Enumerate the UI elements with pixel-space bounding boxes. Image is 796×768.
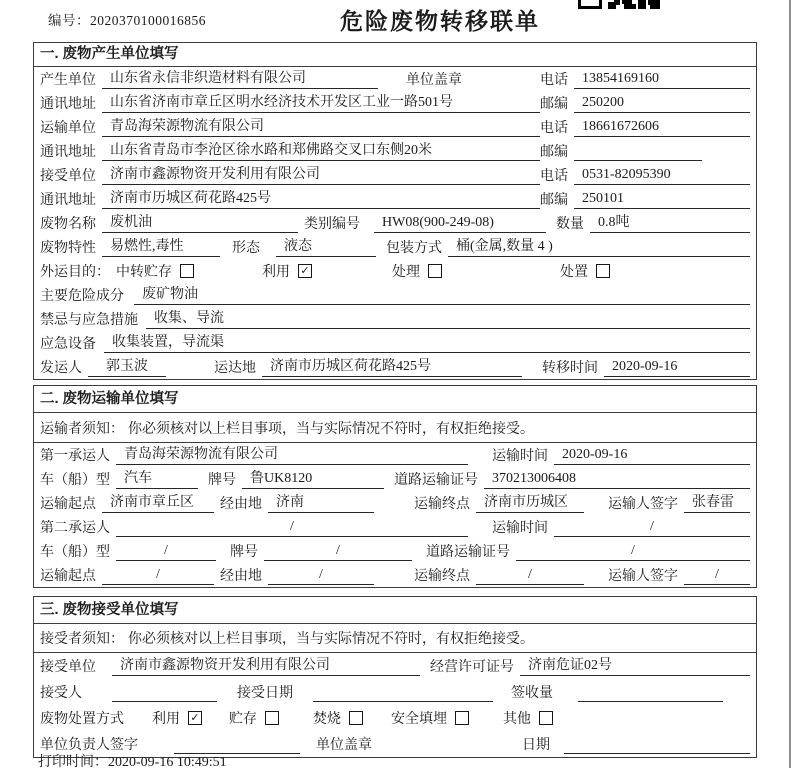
vehicle-type2-label: 车（船）型 (40, 545, 110, 560)
transport-origin2-label: 运输起点 (40, 569, 96, 584)
via2-value: / (268, 566, 374, 585)
receive-date-label: 接受日期 (237, 686, 293, 701)
transport-date-value: 2020-09-16 (554, 446, 750, 465)
form-section-2 (33, 385, 757, 588)
table-row (34, 515, 756, 539)
waste-property-label: 废物特性 (40, 241, 96, 256)
receiving-unit-label: 接受单位 (40, 660, 96, 675)
waste-name-value: 废机油 (102, 214, 298, 233)
table-row (34, 211, 756, 235)
transport-end-label: 运输终点 (414, 497, 470, 512)
producer-unit-value: 山东省永信非织造材料有限公司 (102, 70, 378, 89)
transport-phone-value: 18661672606 (574, 118, 750, 137)
unit-seal2-label: 单位盖章 (316, 738, 372, 753)
table-row (34, 705, 756, 731)
table-row (34, 259, 756, 283)
receiver-notice-label: 接受者须知： (40, 632, 124, 647)
doc-number-value: 2020370100016856 (90, 13, 206, 28)
notice-row (34, 624, 756, 653)
category-code-label: 类别编号 (304, 217, 360, 232)
receiver-phone-label: 电话 (540, 169, 568, 184)
form-section-1 (33, 42, 757, 380)
print-time-value: 2020-09-16 10:49:51 (108, 755, 227, 768)
packaging-value: 桶(金属,数量 4 ) (448, 238, 750, 257)
road-permit2-value: / (516, 542, 750, 561)
received-amount-value (578, 683, 723, 702)
transport-postcode-value (574, 142, 702, 161)
treatment-checkbox-box (428, 264, 442, 278)
notice-row (34, 413, 756, 443)
row-right (540, 69, 750, 89)
license-number-label: 经营许可证号 (430, 660, 514, 675)
producer-postcode-value: 250200 (574, 94, 750, 113)
receiving-unit-value: 济南市鑫源物资开发利用有限公司 (112, 657, 420, 676)
producer-address-label: 通讯地址 (40, 97, 96, 112)
table-row (34, 235, 756, 259)
storage-checkbox (229, 708, 279, 728)
transfer-date-value: 2020-09-16 (604, 358, 750, 377)
transporter-notice-text: 你必须核对以上栏目事项，当与实际情况不符时，有权拒绝接受。 (128, 421, 534, 437)
table-row (34, 307, 756, 331)
table-row (34, 563, 756, 587)
producer-unit-label: 产生单位 (40, 73, 96, 88)
transport-unit-value: 青岛海荣源物流有限公司 (102, 118, 540, 137)
road-permit-label: 道路运输证号 (394, 473, 478, 488)
transport-end-value: 济南市历城区 (476, 494, 584, 513)
transport-origin-value: 济南市章丘区 (102, 494, 214, 513)
receiver-postcode-label: 邮编 (540, 193, 568, 208)
carrier-signature-label: 运输人签字 (608, 497, 678, 512)
table-row (34, 139, 756, 163)
producer-address-value: 山东省济南市章丘区明水经济技术开发区工业一路501号 (102, 94, 540, 113)
waste-property-value: 易燃性,毒性 (102, 238, 220, 257)
transfer-date-label: 转移时间 (542, 361, 598, 376)
table-row (34, 443, 756, 467)
transport-origin2-value: / (102, 566, 214, 585)
unit-seal-label: 单位盖章 (406, 73, 462, 88)
license-number-value: 济南危证02号 (520, 657, 750, 676)
emergency-equipment-value: 收集装置，导流渠 (104, 334, 750, 353)
disposal-checkbox (560, 261, 610, 281)
transport-date2-label: 运输时间 (492, 521, 548, 536)
transfer-storage-checkbox-box (180, 264, 194, 278)
utilize2-checkbox-label: 利用 (152, 712, 180, 727)
via-label: 经由地 (220, 497, 262, 512)
destination-label: 运达地 (214, 361, 256, 376)
second-carrier-label: 第二承运人 (40, 521, 110, 536)
landfill-checkbox-box (455, 711, 469, 725)
quantity-label: 数量 (556, 217, 584, 232)
page-edge-line (789, 0, 791, 768)
transport-unit-label: 运输单位 (40, 121, 96, 136)
transfer-storage-checkbox-label: 中转贮存 (116, 265, 172, 280)
producer-phone-label: 电话 (540, 73, 568, 88)
receiver-notice-text: 你必须核对以上栏目事项，当与实际情况不符时，有权拒绝接受。 (128, 632, 534, 647)
via2-label: 经由地 (220, 569, 262, 584)
hazard-component-label: 主要危险成分 (40, 289, 124, 304)
transfer-storage-checkbox (116, 261, 194, 281)
form-value: 液态 (276, 238, 376, 257)
table-row (34, 187, 756, 211)
row-left (40, 117, 540, 137)
row-left (40, 69, 540, 89)
other-checkbox (503, 708, 553, 728)
table-row (34, 653, 756, 679)
doc-number-label: 编号： (48, 13, 90, 28)
carrier-signature2-label: 运输人签字 (608, 569, 678, 584)
table-row (34, 491, 756, 515)
utilize-checkbox (262, 261, 312, 281)
table-row (34, 355, 756, 379)
plate-number-value: 鲁UK8120 (242, 470, 384, 489)
section-header: 三. 废物接受单位填写 (34, 597, 756, 624)
packaging-label: 包装方式 (386, 241, 442, 256)
incinerate-checkbox-label: 焚烧 (313, 712, 341, 727)
responsible-signature-label: 单位负责人签字 (40, 738, 138, 753)
print-time-label: 打印时间： (38, 755, 108, 768)
plate-number2-value: / (264, 542, 412, 561)
table-row (34, 115, 756, 139)
road-permit2-label: 道路运输证号 (426, 545, 510, 560)
table-row (34, 331, 756, 355)
row-right (540, 141, 750, 161)
consignor-value: 郭玉波 (88, 358, 166, 377)
table-row (34, 467, 756, 491)
utilize-checkbox-label: 利用 (262, 265, 290, 280)
transport-phone-label: 电话 (540, 121, 568, 136)
destination-value: 济南市历城区荷花路425号 (262, 358, 522, 377)
table-row (34, 679, 756, 705)
transporter-notice-label: 运输者须知： (40, 421, 124, 437)
receiver-address-label: 通讯地址 (40, 193, 96, 208)
row-right (540, 93, 750, 113)
row-right (540, 165, 750, 185)
treatment-checkbox (392, 261, 442, 281)
producer-postcode-label: 邮编 (540, 97, 568, 112)
incinerate-checkbox-box (349, 711, 363, 725)
first-carrier-label: 第一承运人 (40, 449, 110, 464)
row-left (40, 189, 540, 209)
section-header: 一. 废物产生单位填写 (34, 43, 756, 67)
plate-number-label: 牌号 (208, 473, 236, 488)
table-row (34, 91, 756, 115)
disposal-checkbox-label: 处置 (560, 265, 588, 280)
road-permit-value: 370213006408 (484, 470, 750, 489)
row-left (40, 165, 540, 185)
date-label: 日期 (522, 738, 550, 753)
vehicle-type2-value: / (116, 542, 216, 561)
consignor-label: 发运人 (40, 361, 82, 376)
transport-postcode-label: 邮编 (540, 145, 568, 160)
date-value (564, 735, 750, 754)
utilize2-checkbox-box: ✓ (188, 711, 202, 725)
landfill-checkbox (391, 708, 469, 728)
treatment-checkbox-label: 处理 (392, 265, 420, 280)
transport-address-label: 通讯地址 (40, 145, 96, 160)
receiver-person-value (112, 683, 217, 702)
page-title: 危险废物转移联单 (340, 8, 540, 34)
category-code-value: HW08(900-249-08) (374, 214, 546, 233)
producer-phone-value: 13854169160 (574, 70, 750, 89)
form-label: 形态 (232, 241, 260, 256)
plate-number2-label: 牌号 (230, 545, 258, 560)
receiver-person-label: 接受人 (40, 686, 82, 701)
waste-name-label: 废物名称 (40, 217, 96, 232)
via-value: 济南 (268, 494, 374, 513)
transport-end2-label: 运输终点 (414, 569, 470, 584)
table-row (34, 539, 756, 563)
form-section-3 (33, 596, 757, 758)
transport-end2-value: / (476, 566, 584, 585)
receiver-unit-value: 济南市鑫源物资开发利用有限公司 (102, 166, 540, 185)
vehicle-type-label: 车（船）型 (40, 473, 110, 488)
row-right (540, 117, 750, 137)
second-carrier-value: / (116, 518, 468, 537)
utilize2-checkbox (152, 708, 202, 728)
other-checkbox-box (539, 711, 553, 725)
table-row (34, 163, 756, 187)
transport-date2-value: / (554, 518, 750, 537)
received-amount-label: 签收量 (511, 686, 553, 701)
utilize-checkbox-box: ✓ (298, 264, 312, 278)
section-header: 二. 废物运输单位填写 (34, 386, 756, 413)
disposal-method-label: 废物处置方式 (40, 712, 124, 727)
table-row (34, 283, 756, 307)
transport-address-value: 山东省青岛市李沧区徐水路和郑佛路交叉口东侧20米 (102, 142, 540, 161)
outbound-purpose-label: 外运目的： (40, 265, 110, 280)
row-left (40, 141, 540, 161)
row-left (40, 93, 540, 113)
storage-checkbox-box (265, 711, 279, 725)
transport-origin-label: 运输起点 (40, 497, 96, 512)
receiver-unit-label: 接受单位 (40, 169, 96, 184)
hazard-component-value: 废矿物油 (134, 286, 750, 305)
emergency-measures-label: 禁忌与应急措施 (40, 313, 138, 328)
receiver-phone-value: 0531-82095390 (574, 166, 750, 185)
landfill-checkbox-label: 安全填埋 (391, 712, 447, 727)
carrier-signature-value: 张春雷 (684, 494, 750, 513)
transport-date-label: 运输时间 (492, 449, 548, 464)
quantity-value: 0.8吨 (590, 214, 750, 233)
emergency-equipment-label: 应急设备 (40, 337, 96, 352)
vehicle-type-value: 汽车 (116, 470, 198, 489)
receiver-postcode-value: 250101 (574, 190, 750, 209)
first-carrier-value: 青岛海荣源物流有限公司 (116, 446, 468, 465)
form-body (33, 42, 757, 758)
emergency-measures-value: 收集、导流 (146, 310, 750, 329)
qr-code-partial-icon (578, 0, 660, 9)
receive-date-value (313, 683, 493, 702)
row-right (540, 189, 750, 209)
disposal-checkbox-box (596, 264, 610, 278)
incinerate-checkbox (313, 708, 363, 728)
carrier-signature2-value: / (684, 566, 750, 585)
other-checkbox-label: 其他 (503, 712, 531, 727)
table-row (34, 67, 756, 91)
receiver-address-value: 济南市历城区荷花路425号 (102, 190, 540, 209)
print-time (38, 751, 227, 768)
storage-checkbox-label: 贮存 (229, 712, 257, 727)
